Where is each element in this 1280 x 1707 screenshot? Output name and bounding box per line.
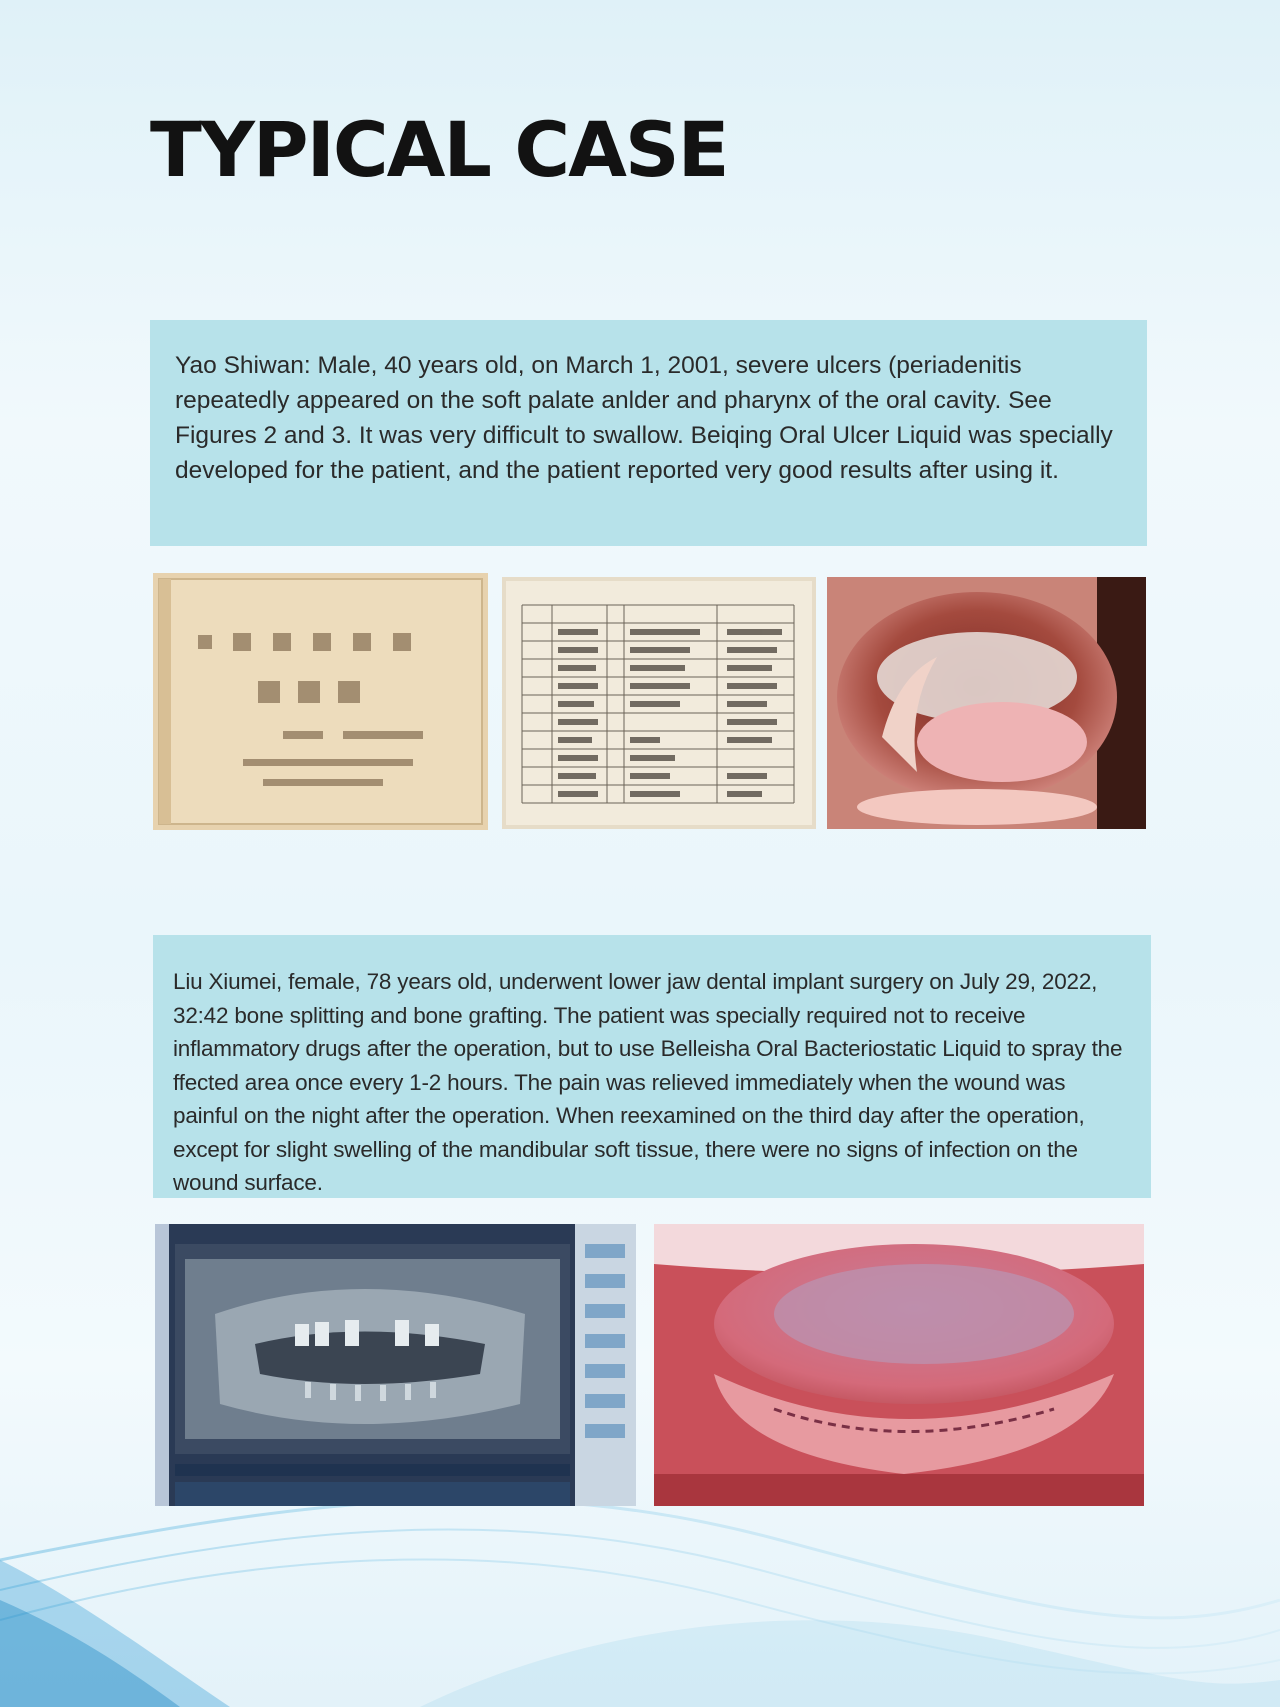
case-description-text: Yao Shiwan: Male, 40 years old, on March 1, 2001, severe ulcers (periadenitis repeatedly appeared on the soft palate anlder and pharynx of the oral cavity. See Figures 2 and 3. It was very difficult to swallow. Beiqing Oral Ulcer Liquid was specially developed for the patient, and the patient reported very good results after using it.	[175, 352, 1113, 484]
medical-record-page-photo	[502, 577, 816, 829]
case-description-box	[150, 320, 1147, 546]
case-description-box	[153, 935, 1151, 1198]
registration-card-photo	[153, 573, 488, 830]
oral-ulcer-photo	[827, 577, 1146, 829]
case-description-text: Liu Xiumei, female, 78 years old, underwent lower jaw dental implant surgery on July 29, 2022, 32:42 bone splitting and bone grafting. The patient was specially required not to receive inflammatory drugs after the operation, but to use Belleisha Oral Bacteriostatic Liquid to spray the ffected area once every 1-2 hours. The pain was relieved immediately when the wound was painful on the night after the operation. When reexamined on the third day after the operation, except for slight swelling of the mandibular soft tissue, there were no signs of infection on the wound surface.	[173, 969, 1123, 1195]
post-surgery-mouth-photo	[654, 1224, 1144, 1506]
page-title: TYPICAL CASE	[150, 105, 728, 194]
dental-xray-photo	[155, 1224, 636, 1506]
